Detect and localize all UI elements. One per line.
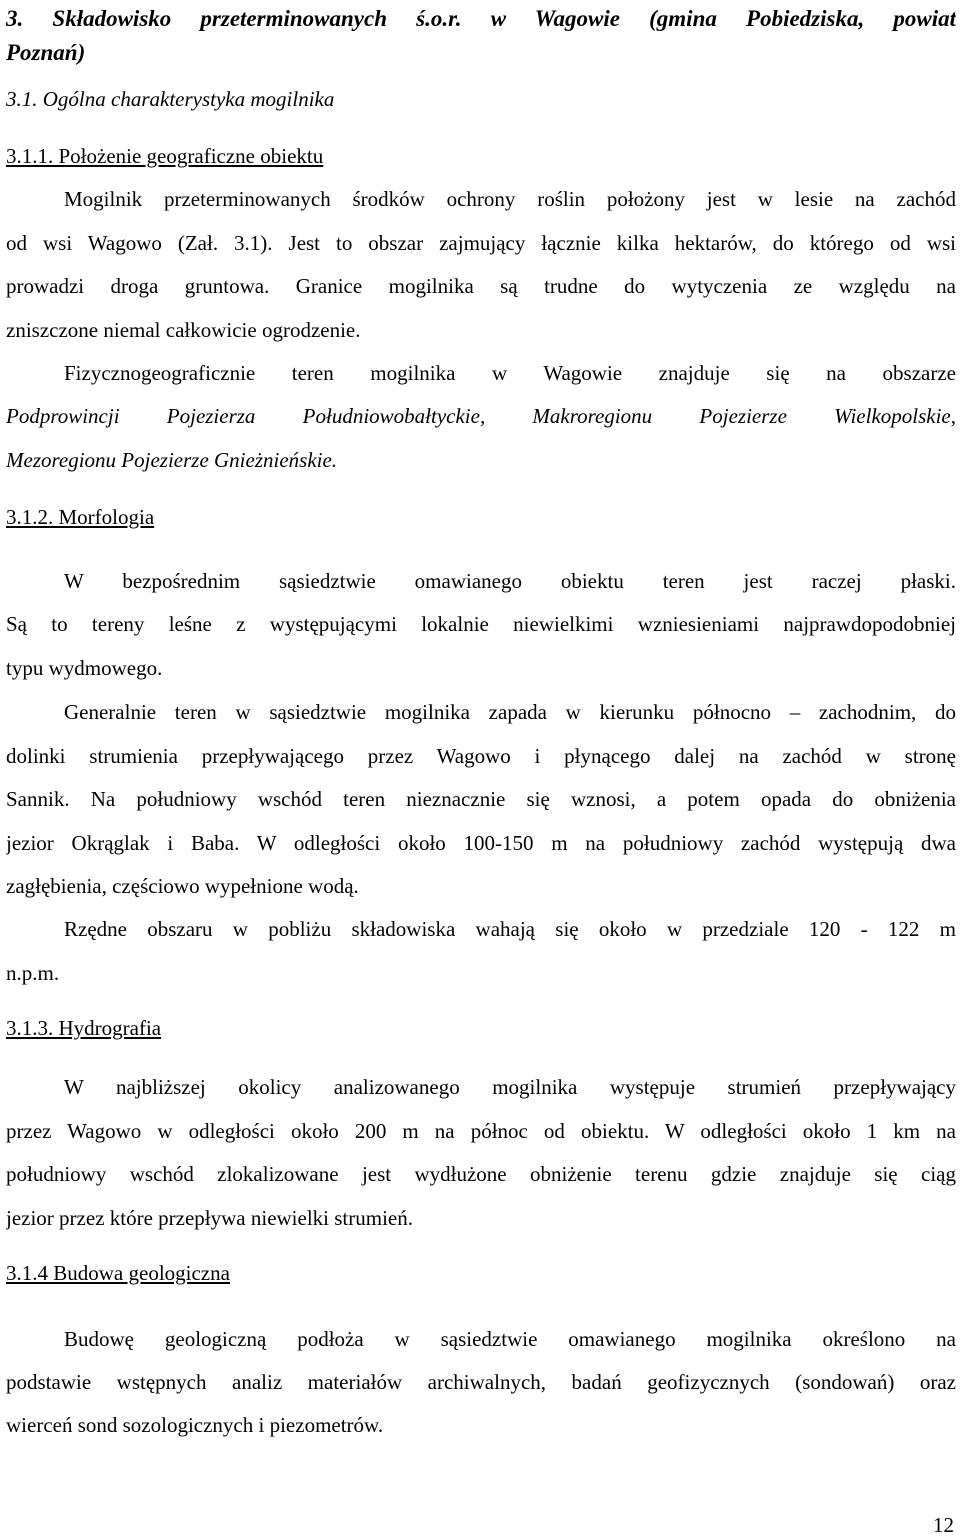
paragraph-line: Są to tereny leśne z występującymi lokalnie niewielkimi wzniesieniami najprawdopodobniej xyxy=(6,612,956,636)
paragraph-line: Budowę geologiczną podłoża w sąsiedztwie omawianego mogilnika określono na xyxy=(64,1327,956,1351)
section-heading-3-1-2: 3.1.2. Morfologia xyxy=(6,505,155,529)
section-heading-3-1-3: 3.1.3. Hydrografia xyxy=(6,1016,162,1040)
paragraph-line: Rzędne obszaru w pobliżu składowiska wahają się około w przedziale 120 - 122 m xyxy=(64,917,956,941)
paragraph-line: Generalnie teren w sąsiedztwie mogilnika zapada w kierunku północno – zachodnim, do xyxy=(64,700,956,724)
paragraph-line: zniszczone niemal całkowicie ogrodzenie. xyxy=(6,318,361,342)
paragraph-line: jezior Okrąglak i Baba. W odległości około 100-150 m na południowy zachód występują dwa xyxy=(6,831,956,855)
paragraph-line: dolinki strumienia przepływającego przez Wagowo i płynącego dalej na zachód w stronę xyxy=(6,744,956,768)
paragraph-line: W bezpośrednim sąsiedztwie omawianego obiektu teren jest raczej płaski. xyxy=(64,569,956,593)
page-number: 12 xyxy=(933,1513,954,1537)
document-title: 3. Składowisko przeterminowanych ś.o.r. w Wagowie (gmina Pobiedziska, powiat xyxy=(6,6,956,31)
paragraph-line-italic: Podprowincji Pojezierza Południowobałtyckie, Makroregionu Pojezierze Wielkopolskie, xyxy=(6,404,956,428)
document-title-continued: Poznań) xyxy=(6,40,86,65)
paragraph-line: n.p.m. xyxy=(6,961,60,985)
paragraph-line: typu wydmowego. xyxy=(6,656,163,680)
paragraph-line: W najbliższej okolicy analizowanego mogilnika występuje strumień przepływający xyxy=(64,1075,956,1099)
paragraph-line: jezior przez które przepływa niewielki strumień. xyxy=(6,1206,413,1230)
paragraph-line: podstawie wstępnych analiz materiałów archiwalnych, badań geofizycznych (sondowań) oraz xyxy=(6,1370,956,1394)
section-heading-3-1-4: 3.1.4 Budowa geologiczna xyxy=(6,1261,230,1285)
paragraph-line: prowadzi droga gruntowa. Granice mogilnika są trudne do wytyczenia ze względu na xyxy=(6,274,956,298)
paragraph-line: Sannik. Na południowy wschód teren nieznacznie się wznosi, a potem opada do obniżenia xyxy=(6,787,956,811)
paragraph-line: Fizycznogeograficznie teren mogilnika w Wagowie znajduje się na obszarze xyxy=(64,361,956,385)
paragraph-line: przez Wagowo w odległości około 200 m na północ od obiektu. W odległości około 1 km na xyxy=(6,1119,956,1143)
paragraph-line: od wsi Wagowo (Zał. 3.1). Jest to obszar zajmujący łącznie kilka hektarów, do którego od wsi xyxy=(6,231,956,255)
paragraph-line-italic: Mezoregionu Pojezierze Gnieżnieńskie. xyxy=(6,448,338,472)
paragraph-line: Mogilnik przeterminowanych środków ochrony roślin położony jest w lesie na zachód xyxy=(64,187,956,211)
section-heading-3-1-1: 3.1.1. Położenie geograficzne obiektu xyxy=(6,144,324,168)
paragraph-line: wierceń sond sozologicznych i piezometrów. xyxy=(6,1413,384,1437)
paragraph-line: zagłębienia, częściowo wypełnione wodą. xyxy=(6,874,359,898)
section-heading-3-1: 3.1. Ogólna charakterystyka mogilnika xyxy=(6,87,335,111)
paragraph-line: południowy wschód zlokalizowane jest wydłużone obniżenie terenu gdzie znajduje się ciąg xyxy=(6,1162,956,1186)
